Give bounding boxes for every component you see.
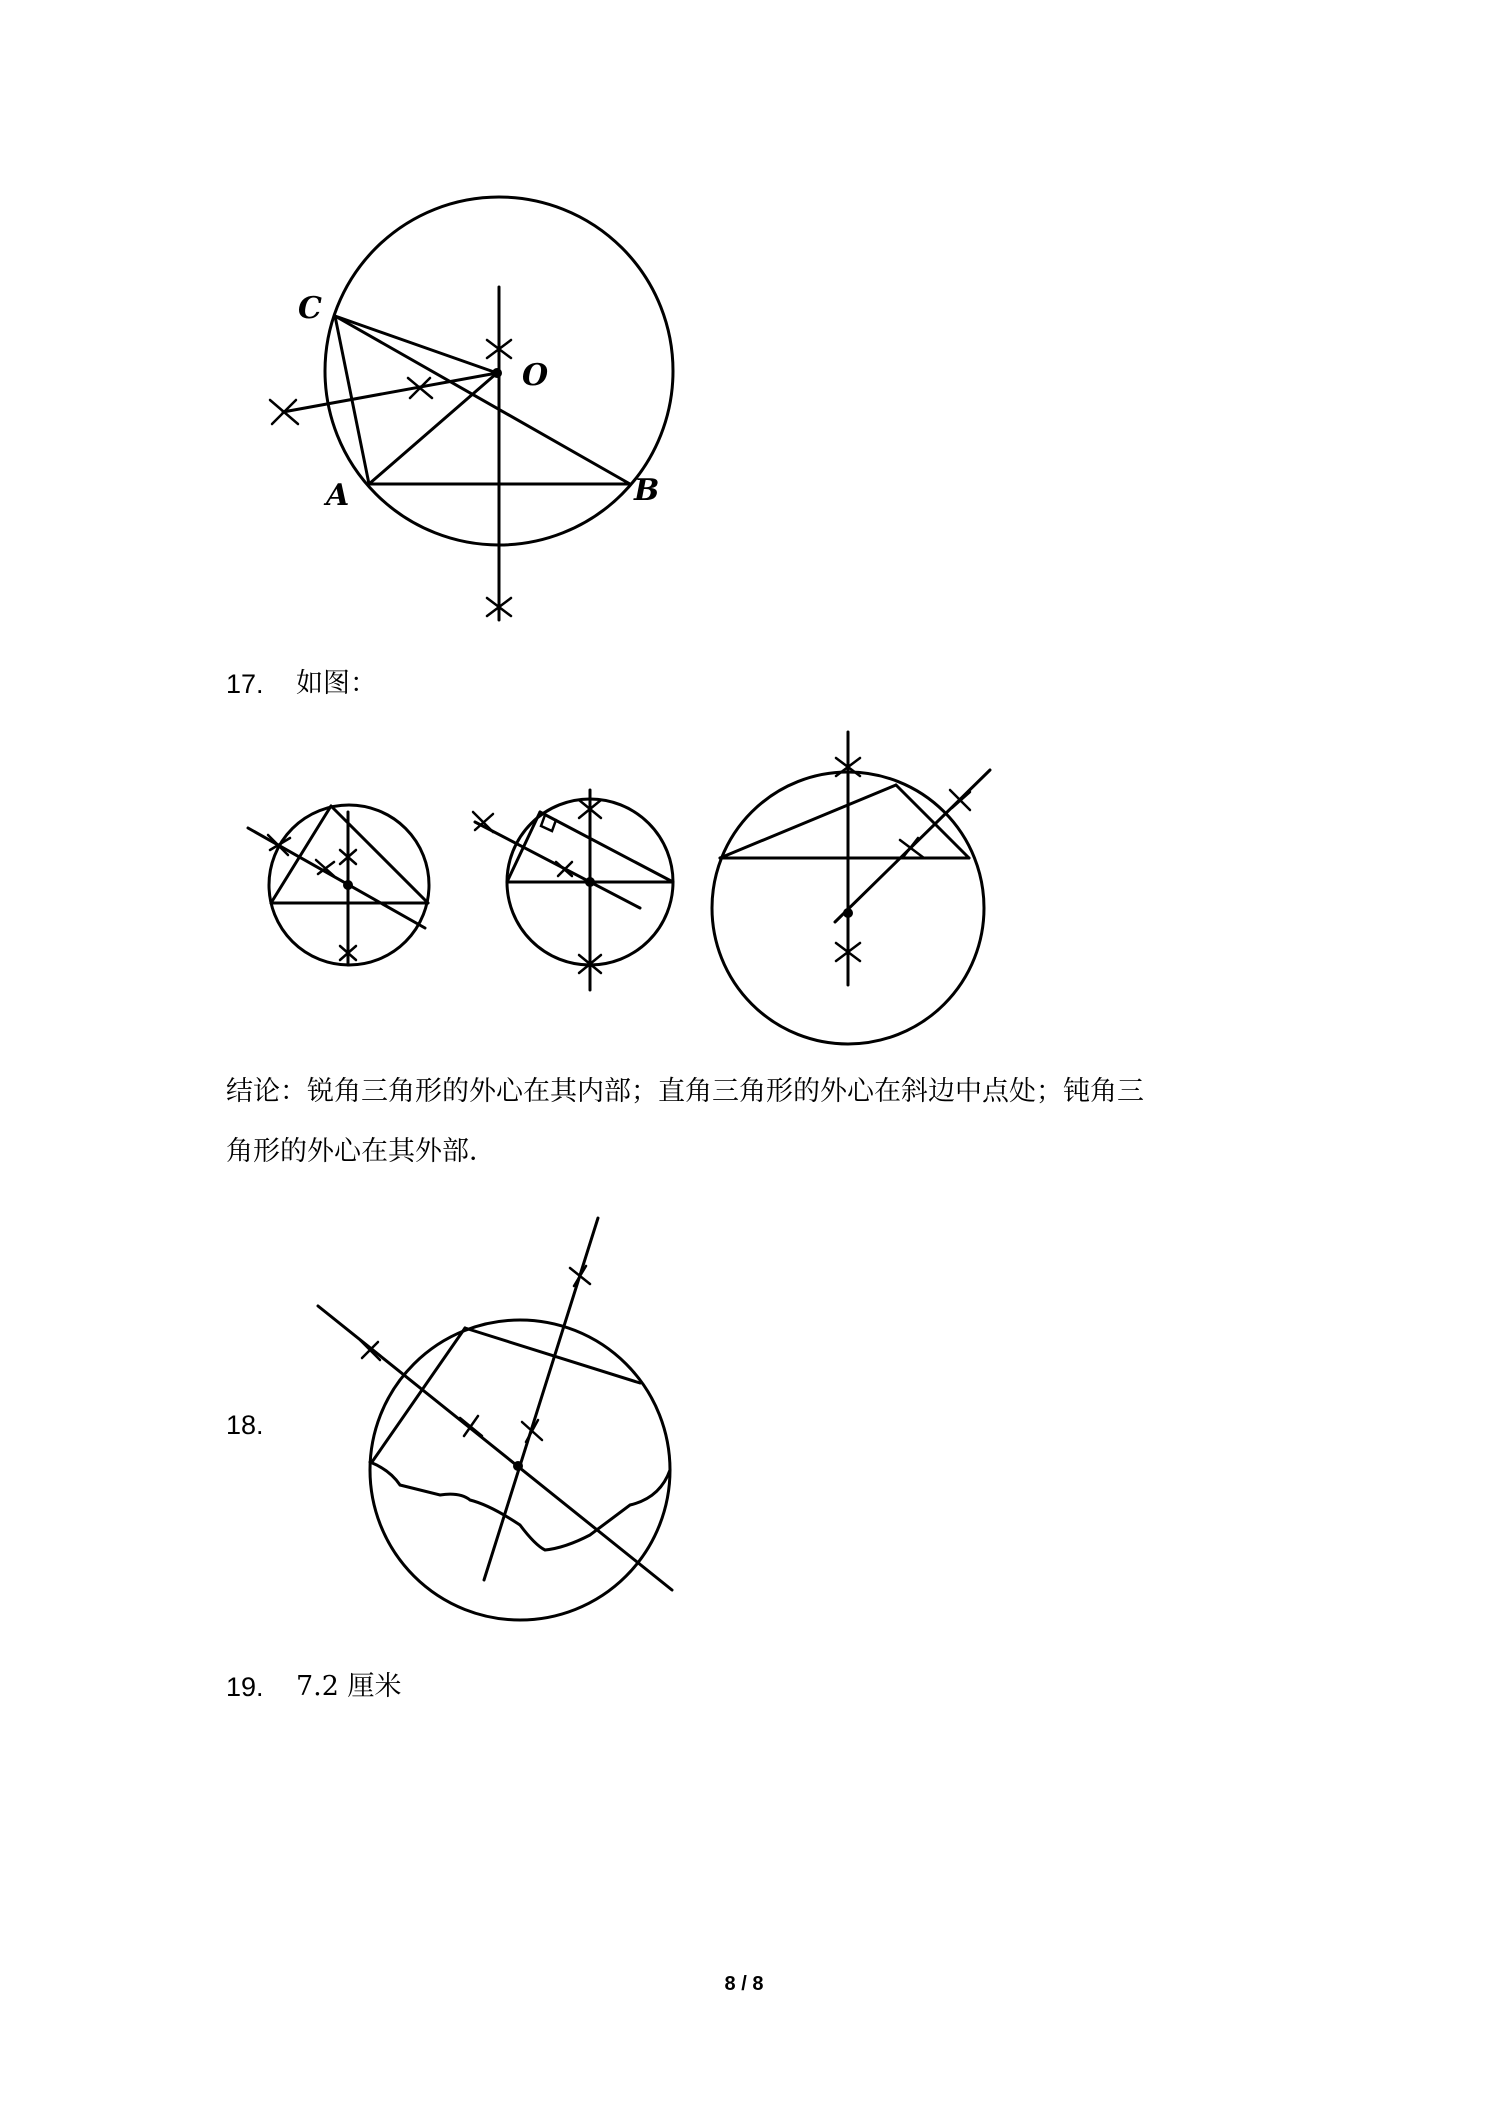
- q19-number: 19.: [226, 1672, 264, 1702]
- label-c: C: [298, 291, 322, 326]
- q17-text: 如图：: [296, 668, 377, 699]
- label-b: B: [634, 473, 660, 508]
- q19-answer: 7.2 厘米: [296, 1671, 402, 1702]
- label-a: A: [326, 478, 350, 513]
- page-number: 8 / 8: [724, 1973, 764, 1995]
- label-o: O: [522, 358, 549, 393]
- q17-conclusion-line2: 角形的外心在其外部．: [226, 1136, 496, 1167]
- q17-conclusion-line1: 结论：锐角三角形的外心在其内部；直角三角形的外心在斜边中点处；钝角三: [226, 1076, 1144, 1107]
- q18-number: 18.: [226, 1410, 264, 1440]
- q17-number: 17.: [226, 669, 264, 699]
